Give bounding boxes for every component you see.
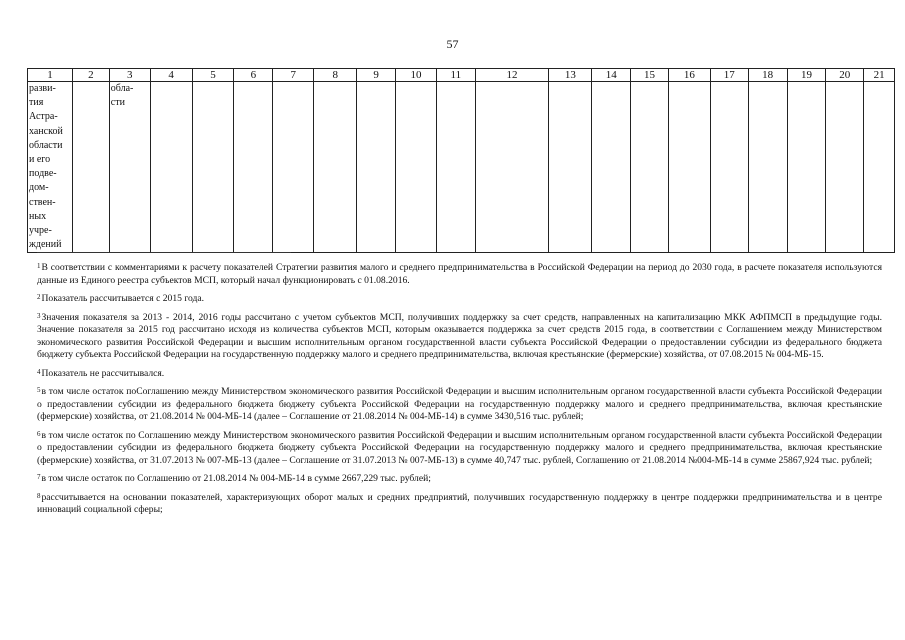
table-cell [72, 82, 109, 253]
column-header: 1 [28, 69, 73, 82]
table-cell [826, 82, 864, 253]
column-header: 17 [710, 69, 748, 82]
column-header: 15 [631, 69, 669, 82]
table-cell [234, 82, 273, 253]
column-header: 19 [787, 69, 826, 82]
table-cell [748, 82, 787, 253]
footnote [37, 492, 882, 517]
footnote-text: рассчитывается на основании показателей, характеризующих оборот малых и средних предприятий, получивших государственную поддержку в центре поддержки предпринимательства и в центре инноваций социальной сферы; [37, 491, 882, 515]
column-header: 3 [109, 69, 150, 82]
row-label: разви- тия Астра- ханской области и его подве- дом- ствен- ных учре- ждений [29, 83, 63, 251]
column-header: 10 [396, 69, 437, 82]
column-header: 2 [72, 69, 109, 82]
footnote-text: Показатель не рассчитывался. [41, 367, 165, 379]
table-cell [357, 82, 396, 253]
table-cell [436, 82, 475, 253]
footnote-mark: 2 [37, 293, 41, 301]
footnote-text: в том числе остаток по Соглашению между Министерством экономического развития Российской Федерации и высшим исполнительным органом государственной власти субъекта Российской Федерации о предоставлении субсидии из федерального бюджета бюджету субъекта Российской Федерации на государственную поддержку малого и среднего предпринимательства, включая крестьянские (фермерские) хозяйства, от 31.07.2013 № 007-МБ-13 (далее – Соглашение от 31.07.2013 № 007-МБ-13) в сумме 40,747 тыс. рублей, Соглашению от 21.08.2014 №004-МБ-14 в сумме 25867,924 тыс. рублей; [37, 429, 882, 466]
cell-text: обла- сти [110, 83, 134, 109]
table-cell [787, 82, 826, 253]
column-header: 7 [273, 69, 314, 82]
footnote [37, 430, 882, 468]
table-cell [314, 82, 357, 253]
column-header: 5 [192, 69, 234, 82]
column-header: 21 [864, 69, 895, 82]
footnote-text: Показатель рассчитывается с 2015 года. [41, 293, 205, 304]
column-header: 13 [549, 69, 592, 82]
footnote-text: В соответствии с комментариями к расчету показателей Стратегии развития малого и среднего предпринимательства в Российской Федерации на период до 2030 года, в расчете показателя используются данные из Единого реестра субъектов МСП, который начал функционировать с 01.08.2016. [37, 262, 882, 286]
footnote [37, 293, 882, 306]
footnote [37, 473, 882, 486]
table-cell [592, 82, 631, 253]
table-cell [109, 82, 150, 253]
footnote-mark: 1 [37, 262, 41, 270]
column-header: 9 [357, 69, 396, 82]
page-number: 57 [446, 37, 459, 51]
table-cell [631, 82, 669, 253]
footnote [37, 368, 882, 381]
table-header-row [28, 69, 895, 82]
column-header: 18 [748, 69, 787, 82]
column-header: 6 [234, 69, 273, 82]
footnote [37, 386, 882, 424]
footnote-text: в том числе остаток поСоглашению между Министерством экономического развития Российской Федерации и высшим исполнительным органом государственной власти субъекта Российской Федерации о предоставлении субсидии из федерального бюджета бюджету субъекта Российской Федерации на государственную поддержку малого и среднего предпринимательства, включая крестьянские (фермерские) хозяйства, от 21.08.2014 № 004-МБ-14 (далее – Соглашение от 21.08.2014 № 004-МБ-14) в сумме 3430,516 тыс. рублей; [37, 386, 882, 422]
footnote-text: в том числе остаток по Соглашению от 21.08.2014 № 004-МБ-14 в сумме 2667,229 тыс. рублей; [41, 473, 431, 484]
column-header: 12 [475, 69, 549, 82]
table-cell [475, 82, 549, 253]
footnotes [37, 262, 882, 523]
column-header: 8 [314, 69, 357, 82]
table-cell [192, 82, 234, 253]
column-header: 16 [668, 69, 710, 82]
footnote-separator [37, 252, 291, 253]
table-cell [549, 82, 592, 253]
column-header: 20 [826, 69, 864, 82]
footnote-mark: 8 [37, 491, 41, 500]
column-header: 11 [436, 69, 475, 82]
table-cell [668, 82, 710, 253]
table-row [28, 82, 895, 253]
column-header: 4 [150, 69, 192, 82]
footnote [37, 312, 882, 362]
table-cell [710, 82, 748, 253]
footnote-mark: 6 [37, 429, 41, 438]
table-cell [150, 82, 192, 253]
footnote [37, 262, 882, 287]
table-cell [28, 82, 73, 253]
data-table [27, 68, 895, 253]
footnote-mark: 4 [37, 367, 41, 376]
footnote-mark: 3 [37, 311, 41, 320]
footnote-text: Значения показателя за 2013 - 2014, 2016 годы рассчитано с учетом субъектов МСП, получивших поддержку за счет средств, направленных на капитализацию МКК АФПМСП в предыдущие годы. Значение показателя за 2015 год рассчитано исходя из количества субъектов МСП, которым оказывается поддержка за счет средств 2015 года, в соответствии с Соглашением между Министерством экономического развития Российской Федерации и высшим исполнительным органом государственной власти субъекта Российской Федерации о предоставлении субсидии из федерального бюджета бюджету субъекта Российской Федерации на государственную поддержку малого и среднего предпринимательства, включая крестьянские (фермерские) хозяйства, от 07.08.2015 № 004-МБ-15. [37, 311, 882, 360]
footnote-mark: 7 [37, 473, 41, 481]
column-header: 14 [592, 69, 631, 82]
table-cell [396, 82, 437, 253]
table-cell [273, 82, 314, 253]
table-cell [864, 82, 895, 253]
footnote-mark: 5 [37, 386, 41, 394]
